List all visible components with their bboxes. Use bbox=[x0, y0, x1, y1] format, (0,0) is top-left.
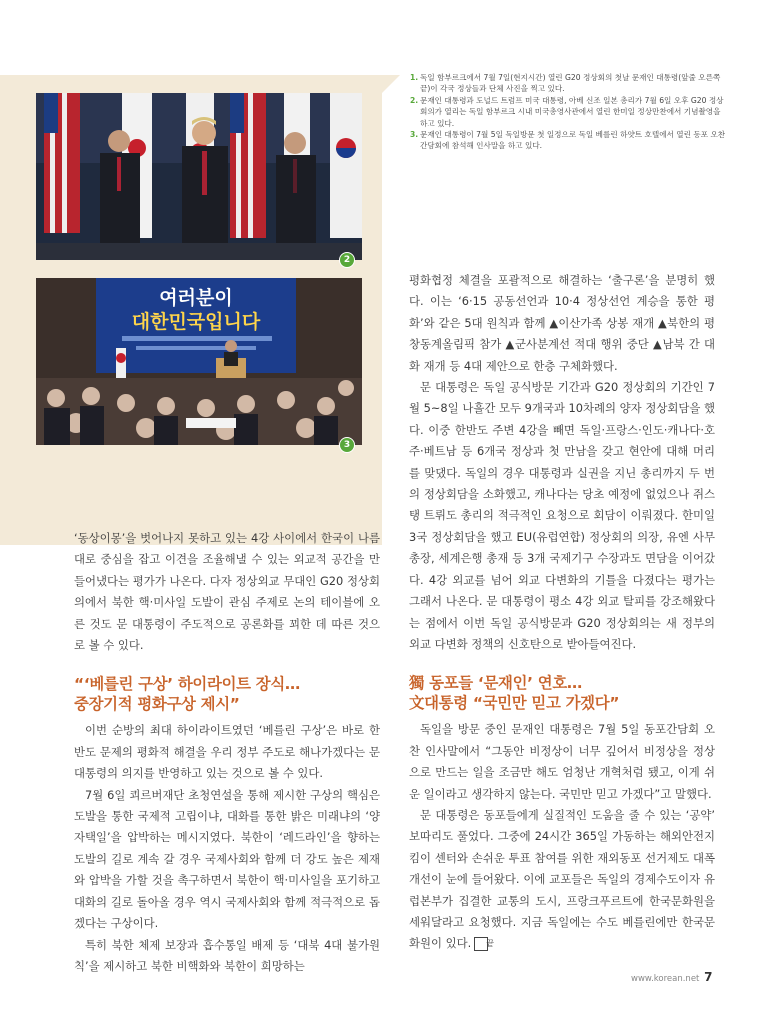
section-heading-berlin: “‘베를린 구상’ 하이라이트 장식… 중장기적 평화구상 제시” bbox=[74, 675, 300, 714]
caption-1: 1. 독일 함부르크에서 7월 7일(현지시간) 열린 G20 정상회의 첫날 문재인 대통령(앞줄 오른쪽 끝)이 각국 정상들과 단체 사진을 찍고 있다. bbox=[410, 73, 721, 94]
photo-2-badge: 2 bbox=[339, 252, 355, 268]
left-article-column bbox=[74, 528, 380, 977]
g20-leaders-photo bbox=[36, 93, 362, 260]
intro-paragraph: ‘동상이몽’을 벗어나지 못하고 있는 4강 사이에서 한국이 나름대로 중심을 잡고 이견을 조율해낼 수 있는 외교적 공간을 만들어냈다는 평가가 나온다. 다자 정상외교 무대인 G20 정상회의에서 북한 핵·미사일 도발이 관심 주제로 논의 테이블에 오른 것도 문 대통령이 주도적으로 공론화를 꾀한 데 따른 것으로 볼 수 있다. bbox=[74, 531, 380, 653]
photo-3-badge: 3 bbox=[339, 437, 355, 453]
section-heading-compatriots: 獨 동포들 ‘문재인’ 연호… 文대통령 “국민만 믿고 가겠다” bbox=[409, 674, 620, 713]
body-paragraph: 독일을 방문 중인 문재인 대통령은 7월 5일 동포간담회 오찬 인사말에서 “그동안 비정상이 너무 깊어서 비정상을 정상으로 만드는 일을 조금만 해도 엄청난 개혁처럼 됐고, 이게 쉬운 일이라고 생각하지 않는다. 국민만 믿고 가겠다”고 말했다. bbox=[409, 722, 715, 801]
caption-2: 2. 문재인 대통령과 도널드 트럼프 미국 대통령, 아베 신조 일본 총리가 7월 6일 오후 G20 정상회의가 열리는 독일 함부르크 시내 미국총영사관에서 열린 한미일 정상만찬에서 기념촬영을 하고 있다. bbox=[410, 95, 724, 128]
page-number: 7 bbox=[704, 970, 713, 984]
luncheon-photo bbox=[36, 278, 362, 445]
caption-3: 3. 문재인 대통령이 7월 5일 독일방문 첫 일정으로 독일 베를린 하얏트 호텔에서 열린 동포 오찬 간담회에 참석해 인사말을 하고 있다. bbox=[410, 130, 726, 151]
body-paragraph: 문 대통령은 독일 공식방문 기간과 G20 정상회의 기간인 7월 5~8일 나흘간 모두 9개국과 10차례의 양자 정상회담을 했다. 이중 한반도 주변 4강을 빼면 독일·프랑스·인도·캐나다·호주·베트남 등 6개국 정상과 첫 만남을 갖고 현안에 대해 머리를 맞댔다. 독일의 경우 대통령과 실권을 지닌 총리까지 두 번의 정상회담을 소화했고, 캐나다는 당초 예정에 없었으나 쥐스탱 트뤼도 총리의 적극적인 요청으로 회담이 이뤄졌다. 한미일 3국 정상회담을 했고 EU(유럽연합) 정상회의 의장, 유엔 사무총장, 세계은행 총재 등 3개 국제기구 수장과도 면담을 이어갔다. 4강 외교를 넘어 외교 다변화의 기틀을 다졌다는 평가는 그래서 나온다. 문 대통령이 평소 4강 외교 탈피를 강조해왔다는 점에서 이번 독일 공식방문과 G20 정상회의는 새 정부의 외교 다변화 정책의 신호탄으로 받아들여진다. bbox=[409, 380, 715, 651]
body-paragraph: 문 대통령은 동포들에게 실질적인 도움을 줄 수 있는 ‘공약’ 보따리도 풀었다. 그중에 24시간 365일 가동하는 해외안전지킴이 센터와 손쉬운 투표 참여를 위한 재외동포 선거제도 대폭 개선이 눈에 들어왔다. 이에 교포들은 독일의 경제수도이자 유럽본부가 집결한 교통의 도시, 프랑크푸르트에 한국문화원을 세워달라고 요청했다. 지금 독일에는 수도 베를린에만 한국문화원이 있다. 끝 bbox=[409, 807, 715, 951]
body-paragraph: 7월 6일 쾨르버재단 초청연설을 통해 제시한 구상의 핵심은 도발을 통한 국제적 고립이냐, 대화를 통한 밝은 미래냐의 ‘양자택일’을 압박하는 메시지였다. 북한이 ‘레드라인’을 향하는 도발의 길로 계속 갈 경우 국제사회와 함께 더 강도 높은 제재와 압박을 가할 것을 촉구하면서 북한이 핵·미사일을 포기하고 대화의 길로 돌아올 경우 역시 국제사회와 함께 적극적으로 돕겠다는 구상이다. bbox=[74, 787, 380, 931]
banner-line-1: 여러분이 bbox=[159, 287, 233, 309]
body-paragraph: 특히 북한 체제 보장과 흡수통일 배제 등 ‘대북 4대 불가원칙’을 제시하고 북한 비핵화와 북한이 희망하는 bbox=[74, 937, 380, 973]
band-corner-decoration bbox=[382, 75, 400, 93]
body-paragraph: 이번 순방의 최대 하이라이트였던 ‘베를린 구상’은 바로 한반도 문제의 평화적 해결을 우리 정부 주도로 해나가겠다는 문 대통령의 의지를 반영하고 있는 것으로 볼 수 있다. bbox=[74, 723, 380, 781]
banner-line-2: 대한민국입니다 bbox=[131, 311, 261, 333]
right-article-column bbox=[409, 270, 715, 955]
body-paragraph: 평화협정 체결을 포괄적으로 해결하는 ‘출구론’을 분명히 했다. 이는 ‘6·15 공동선언과 10·4 정상선언 계승을 통한 평화’와 같은 5대 원칙과 함께 ▲이산가족 상봉 재개 ▲북한의 평창동계올림픽 참가 ▲군사분계선 적대 행위 중단 ▲남북 간 대화 재개 등 4대 제안으로 한층 구체화했다. bbox=[409, 273, 715, 373]
site-url: www.korean.net bbox=[631, 974, 700, 984]
article-end-mark: 끝 bbox=[474, 937, 488, 951]
photo-captions bbox=[410, 72, 728, 152]
page-footer bbox=[631, 970, 712, 984]
